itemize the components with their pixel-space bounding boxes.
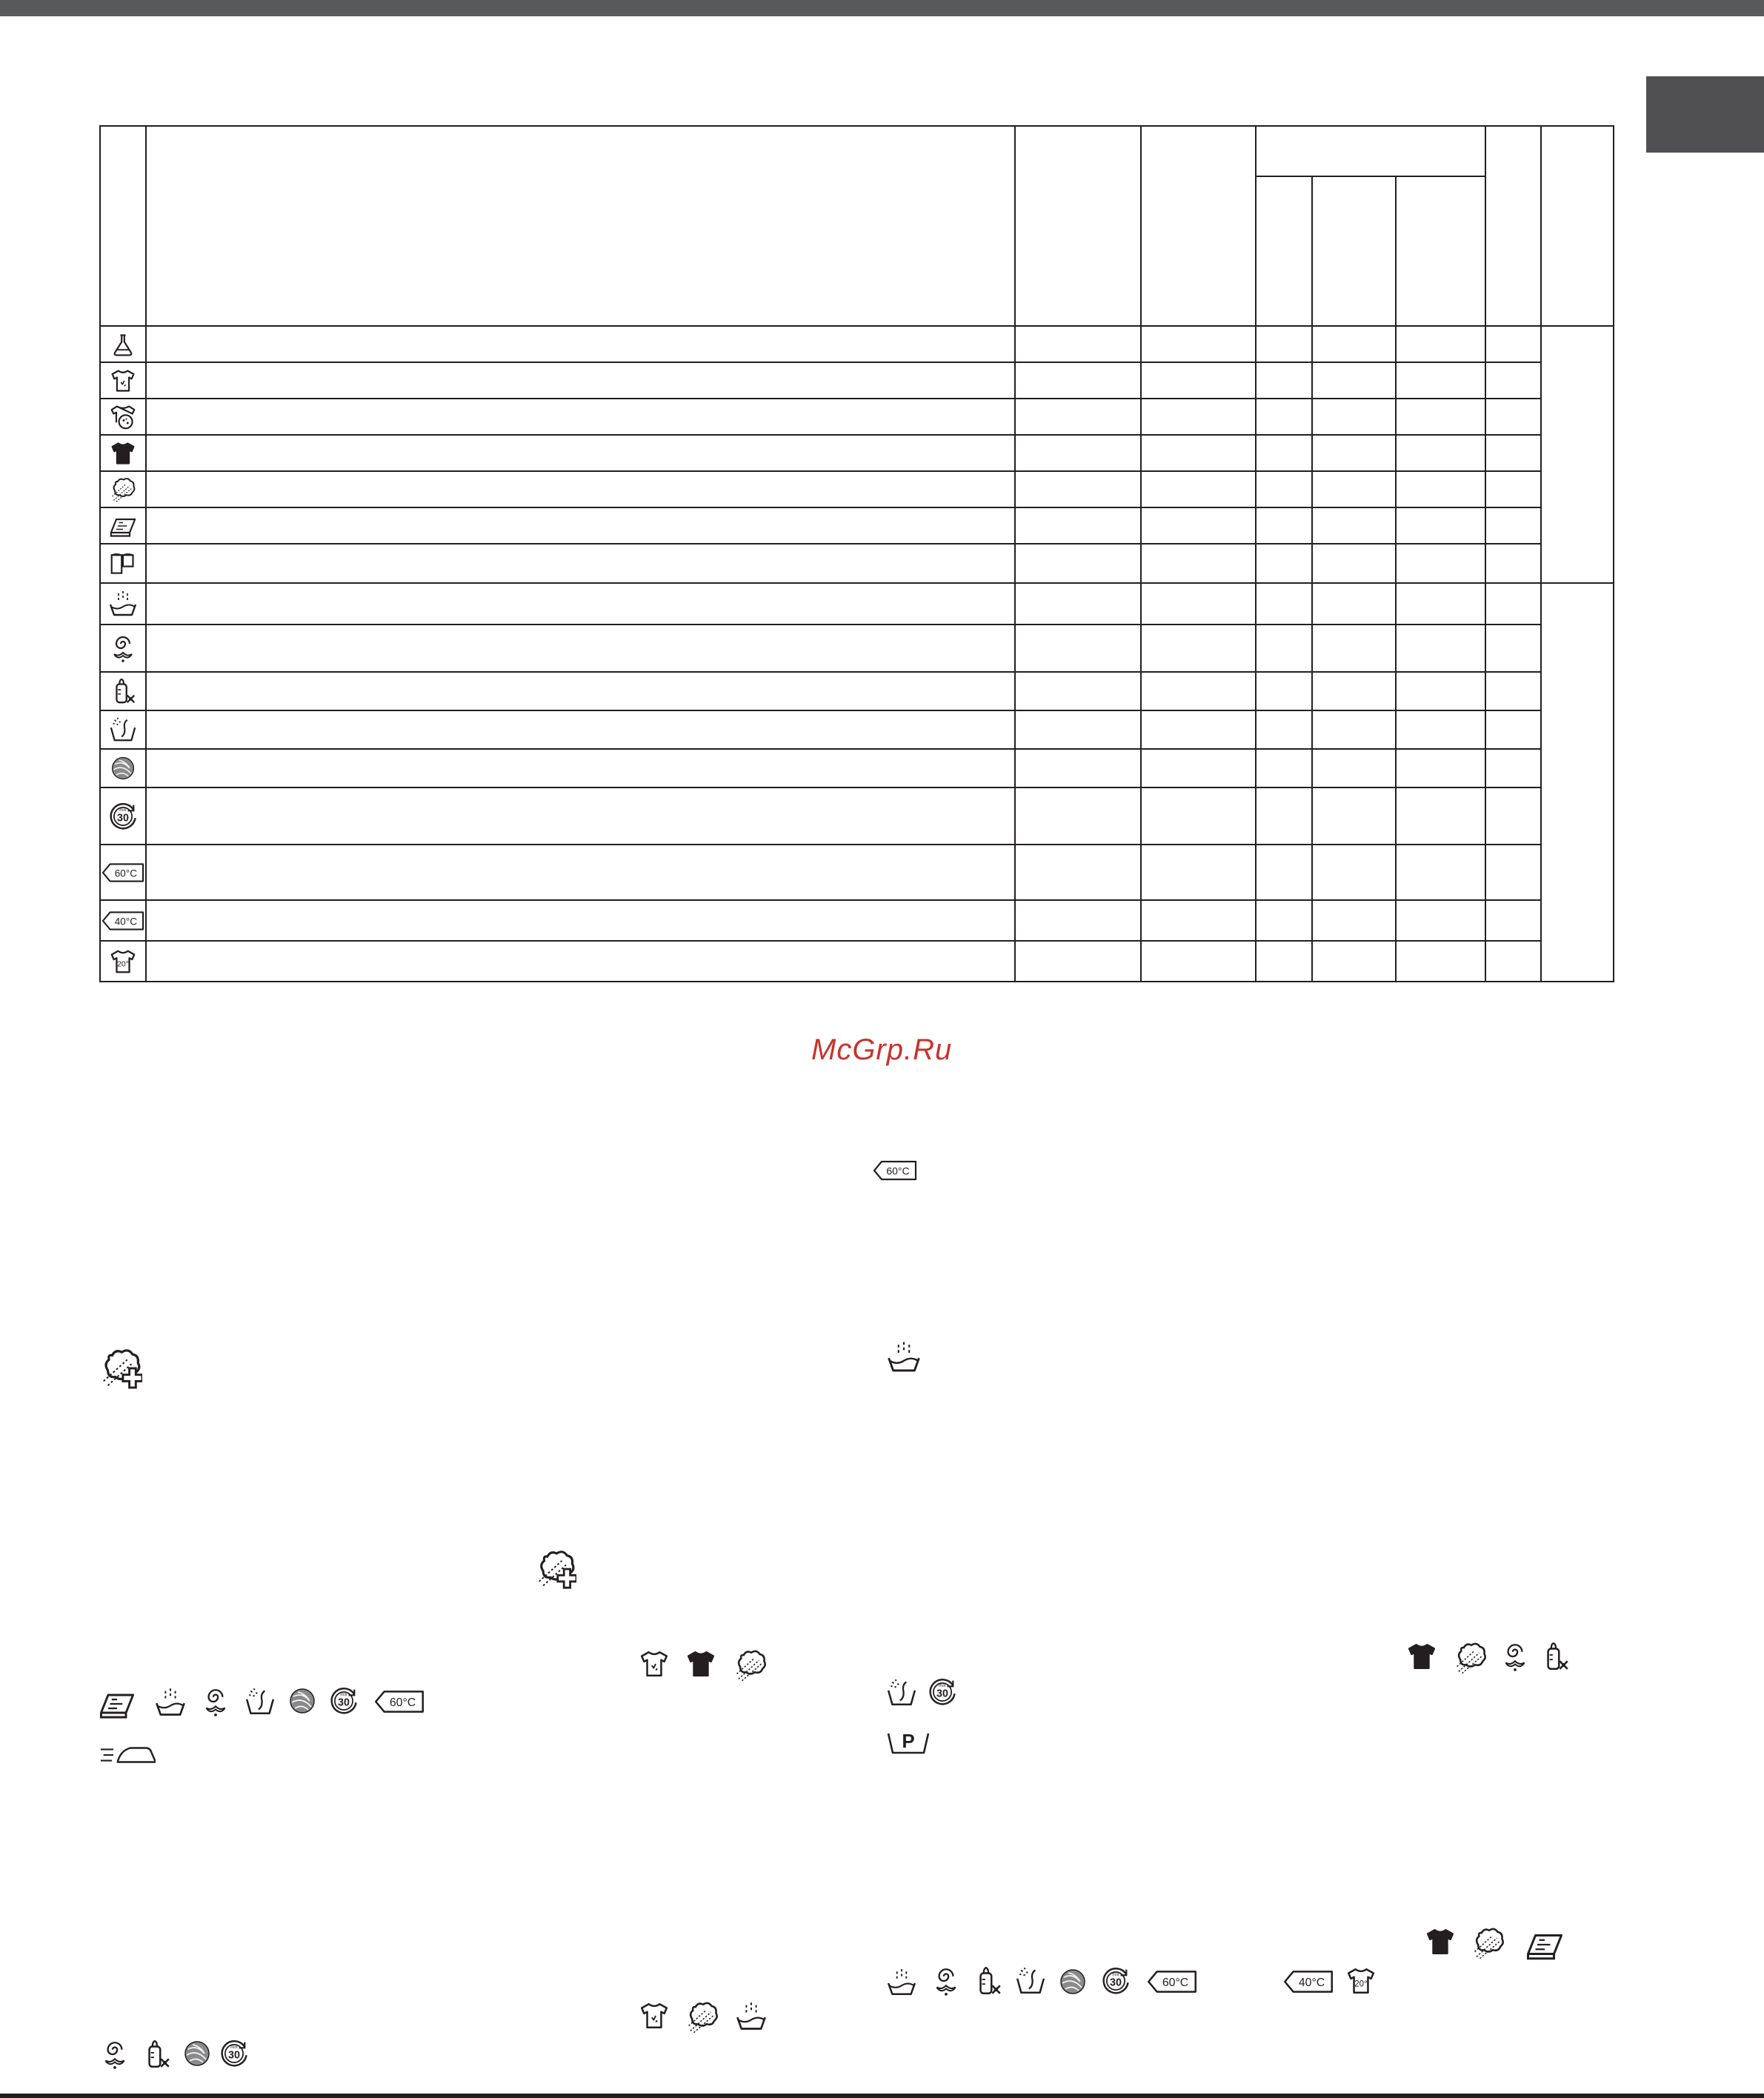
dark-shirt-icon (685, 1648, 716, 1679)
dark-shirt-icon (1406, 1641, 1437, 1672)
iron-icon (99, 1741, 156, 1769)
40c-label-icon (100, 900, 146, 941)
baby-bottle-icon (100, 672, 146, 710)
wool-icon (1058, 1967, 1088, 1997)
table-row (100, 435, 1614, 471)
test-flask-icon (100, 326, 146, 362)
delicates-icon (886, 1339, 922, 1375)
anti-allergy-plus-icon (535, 1548, 576, 1590)
stain-shirt-icon (639, 2000, 670, 2031)
programme-table (99, 125, 1614, 982)
table-row (100, 326, 1614, 362)
shirt-20-icon (1345, 1965, 1377, 1997)
60c-label-icon (100, 845, 146, 900)
mix-30-icon (1099, 1965, 1132, 1997)
baby-bottle-icon (1540, 1641, 1571, 1672)
table-row (100, 544, 1614, 583)
60c-label-icon (873, 1159, 917, 1182)
table-row (100, 583, 1614, 625)
fast-rinse-icon (244, 1686, 276, 1717)
bed-linen-icon (99, 1686, 135, 1722)
dark-shirt-icon (100, 435, 146, 471)
table-row (100, 625, 1614, 672)
table-row (100, 362, 1614, 399)
wool-icon (182, 2039, 212, 2068)
silk-flower-icon (200, 1686, 231, 1717)
silk-flower-icon (99, 2039, 130, 2070)
fast-rinse-icon (1015, 1965, 1046, 1997)
stain-shirt-icon (639, 1648, 670, 1679)
table-row (100, 399, 1614, 435)
table-header-row (100, 126, 1614, 176)
table-row (100, 672, 1614, 710)
stain-shirt-2-icon (100, 399, 146, 435)
language-tab (1646, 76, 1764, 153)
table-row (100, 710, 1614, 749)
table-row (100, 900, 1614, 941)
stain-shirt-icon (100, 362, 146, 399)
shirt-20-icon (100, 941, 146, 982)
mix-30-icon (926, 1676, 959, 1708)
fast-rinse-icon (886, 1677, 917, 1708)
40c-label-icon (1283, 1969, 1334, 1994)
baby-bottle-icon (972, 1965, 1003, 1997)
mix-30-icon (327, 1685, 360, 1717)
watermark-text: McGrp.Ru (811, 1033, 953, 1066)
silk-flower-icon (100, 625, 146, 672)
bed-linen-icon (1526, 1926, 1563, 1963)
fast-rinse-icon (100, 710, 146, 749)
towels-icon (100, 544, 146, 583)
merged-cell (1541, 583, 1614, 982)
bed-linen-icon (100, 507, 146, 544)
header-group-cell (1256, 126, 1485, 176)
table-row (100, 941, 1614, 982)
mix-30-icon (100, 787, 146, 845)
merged-cell (1541, 326, 1614, 583)
table-row (100, 749, 1614, 787)
table-row (100, 507, 1614, 544)
dark-shirt-icon (1425, 1926, 1456, 1957)
anti-allergy-icon (733, 1648, 768, 1682)
delicates-icon (735, 2000, 768, 2033)
anti-allergy-icon (1454, 1641, 1488, 1675)
silk-flower-icon (931, 1965, 962, 1997)
delicates-icon (886, 1967, 917, 1998)
wool-icon (287, 1686, 317, 1716)
60c-label-icon (374, 1689, 425, 1714)
baby-bottle-icon (141, 2039, 172, 2070)
60c-label-icon (1147, 1969, 1197, 1994)
prewash-p-icon (886, 1726, 931, 1756)
table-row (100, 787, 1614, 845)
bottom-rule (0, 2094, 1764, 2098)
table-row (100, 471, 1614, 507)
delicates-icon (100, 583, 146, 625)
wool-icon (100, 749, 146, 787)
anti-allergy-icon (100, 471, 146, 507)
table-row (100, 845, 1614, 900)
delicates-icon (154, 1686, 187, 1719)
mix-30-icon (218, 2037, 250, 2070)
anti-allergy-icon (685, 2000, 719, 2034)
anti-allergy-plus-icon (99, 1347, 142, 1390)
top-rule (0, 0, 1764, 16)
silk-flower-icon (1500, 1641, 1531, 1672)
anti-allergy-icon (1471, 1926, 1505, 1960)
